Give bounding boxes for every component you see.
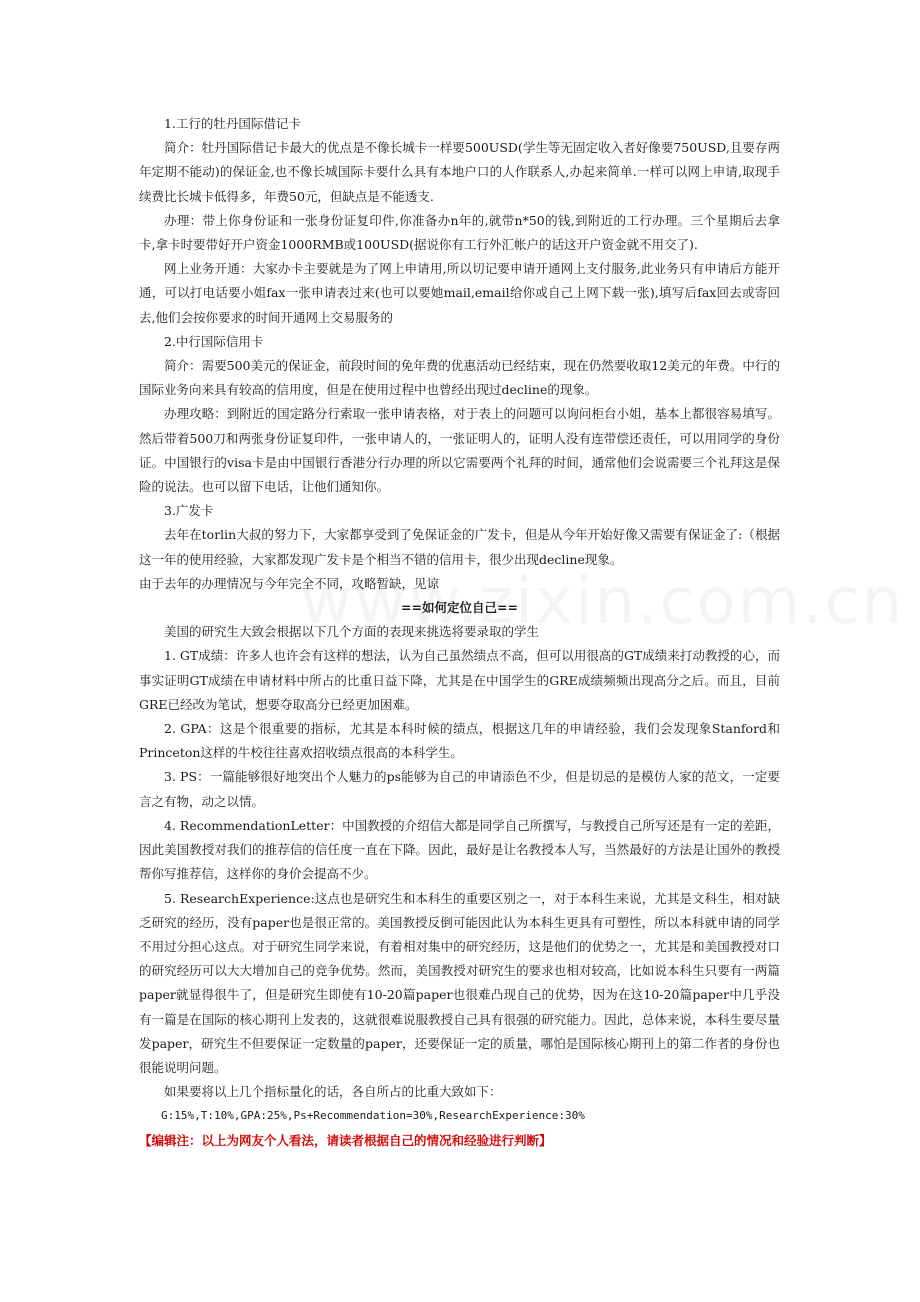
heading-gdb-card: 3.广发卡: [164, 503, 214, 519]
paragraph-selection-intro: 美国的研究生大致会根据以下几个方面的表现来挑选将要录取的学生: [164, 624, 540, 640]
paragraph-gpa: 2. GPA：这是个很重要的指标，尤其是本科时候的绩点，根据这几年的申请经验，我们会发现象Stanford和Princeton这样的牛校往往喜欢招收绩点很高的本科学生。: [139, 721, 780, 761]
paragraph-research: 5. ResearchExperience:这点也是研究生和本科生的重要区别之一，对于本科生来说，尤其是文科生，相对缺乏研究的经历，没有paper也是很正常的。美国教授反倒可能因此认为本科生更具有可塑性，所以本科就申请的同学不用过分担心这点。对于研究生同学来说，有着相对集中的研究经历，这是他们的优势之一，尤其是和美国教授对口的研究经历可以大大增加自己的竞争优势。然而，美国教授对研究生的要求也相对较高，比如说本科生只要有一两篇paper就显得很牛了，但是研究生即使有10-20篇paper也很难凸现自己的优势，因为在这10-20篇paper中几乎没有一篇是在国际的核心期刊上发表的，这就很难说服教授自己具有很强的研究能力。因此，总体来说，本科生要尽量发paper，研究生不但要保证一定数量的paper，还要保证一定的质量，哪怕是国际核心期刊上的第二作者的身份也很能说明问题。: [139, 890, 780, 1075]
heading-boc-card: 2.中行国际信用卡: [164, 333, 264, 349]
paragraph-icbc-intro: 简介：牡丹国际借记卡最大的优点是不像长城卡一样要500USD(学生等无固定收入者好像要750USD,且要存两年定期不能动)的保证金,也不像长城国际卡要什么具有本地户口的人作联系人,办起来简单.一样可以网上申请,取现手续费比长城卡低得多，年费50元，但缺点是不能透支.: [139, 140, 780, 204]
paragraph-ps: 3. PS：一篇能够很好地突出个人魅力的ps能够为自己的申请添色不少，但是切忌的是模仿人家的范文，一定要言之有物，动之以情。: [139, 769, 780, 809]
paragraph-gdb-note: 由于去年的办理情况与今年完全不同，攻略暂缺，见谅: [139, 575, 440, 591]
section-title: ==如何定位自己==: [401, 600, 518, 616]
paragraph-icbc-online: 网上业务开通：大家办卡主要就是为了网上申请用,所以切记要申请开通网上支付服务,此业务只有申请后方能开通，可以打电话要小姐fax一张申请表过来(也可以要她mail,email给你或自己上网下载一张),填写后fax回去或寄回去,他们会按你要求的时间开通网上交易服务的: [139, 261, 780, 325]
paragraph-weights-intro: 如果要将以上几个指标量化的话，各自所占的比重大致如下：: [164, 1084, 502, 1100]
paragraph-boc-apply: 办理攻略：到附近的国定路分行索取一张申请表格，对于表上的问题可以询问柜台小姐，基本上都很容易填写。然后带着500刀和两张身份证复印件，一张申请人的，一张证明人的，证明人没有连带偿还责任，可以用同学的身份证。中国银行的visa卡是由中国银行香港分行办理的所以它需要两个礼拜的时间，通常他们会说需要三个礼拜这是保险的说法。也可以留下电话，让他们通知你。: [139, 406, 780, 495]
paragraph-recommendation: 4. RecommendationLetter：中国教授的介绍信大都是同学自己所撰写，与教授自己所写还是有一定的差距，因此美国教授对我们的推荐信的信任度一直在下降。因此，最好是让名教授本人写，当然最好的方法是让国外的教授帮你写推荐信，这样你的身价会提高不少。: [139, 817, 780, 882]
paragraph-weights: G:15%,T:10%,GPA:25%,Ps+Recommendation=30%,ResearchExperience:30%: [161, 1109, 585, 1123]
paragraph-gdb-intro: 去年在torlin大叔的努力下，大家都享受到了免保证金的广发卡，但是从今年开始好像又需要有保证金了:（根据这一年的使用经验，大家都发现广发卡是个相当不错的信用卡，很少出现decline现象。: [139, 527, 780, 567]
editor-note: 【编辑注：以上为网友个人看法，请读者根据自己的情况和经验进行判断】: [139, 1132, 552, 1148]
paragraph-gt-score: 1. GT成绩：许多人也许会有这样的想法，认为自己虽然绩点不高，但可以用很高的GT成绩来打动教授的心，而事实证明GT成绩在申请材料中所占的比重日益下降，尤其是在中国学生的GRE成绩频频出现高分之后。而且，目前GRE已经改为笔试，想要夺取高分已经更加困难。: [139, 648, 780, 712]
paragraph-boc-intro: 简介：需要500美元的保证金，前段时间的免年费的优惠活动已经结束，现在仍然要收取12美元的年费。中行的国际业务向来具有较高的信用度，但是在使用过程中也曾经出现过decline的现象。: [139, 358, 780, 398]
heading-icbc-card: 1.工行的牡丹国际借记卡: [164, 116, 301, 131]
paragraph-icbc-apply: 办理：带上你身份证和一张身份证复印件,你准备办n年的,就带n*50的钱,到附近的工行办理。三个星期后去拿卡,拿卡时要带好开户资金1000RMB或100USD(据说你有工行外汇帐户的话这开户资金就不用交了).: [139, 212, 780, 253]
